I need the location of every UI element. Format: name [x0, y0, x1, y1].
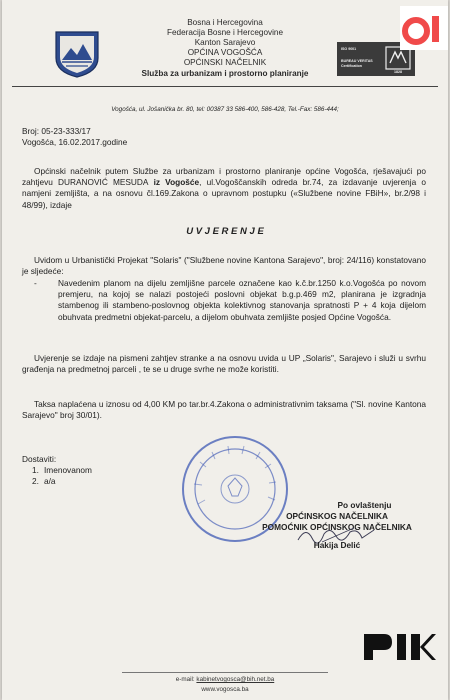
- corner-logo: [400, 6, 448, 50]
- dostaviti-item-text: Imenovanom: [44, 465, 92, 475]
- header-federation: Federacija Bosne i Hercegovine: [166, 28, 284, 37]
- header-department: Služba za urbanizam i prostorno planiranje: [141, 69, 309, 78]
- footer-email-label: e-mail:: [175, 676, 197, 683]
- badge-line1: BUREAU VERITAS: [341, 59, 373, 63]
- list-item: [22, 278, 426, 323]
- badge-line2: Certification: [341, 64, 362, 68]
- body-paragraph-2: Uvjerenje se izdaje na pismeni zahtjev stranke a na osnovu uvida u UP „Solaris", Sarajevo i služi u svrhu građenja na predmetnoj parceli , te se u druge svrhe ne može koristiti.: [22, 353, 426, 375]
- signature-title-2: POMOĆNIK OPĆINSKOG NAČELNIKA: [262, 522, 412, 533]
- brand-logo-icon: [400, 6, 448, 50]
- footer-rule: [122, 672, 328, 673]
- document-title: U V J E R E N J E: [186, 226, 264, 237]
- header-address: Vogošća, ul. Jošanička br. 80, tel: 00387 33 586-400, 586-428, Tel.-Fax: 586-444;: [111, 106, 339, 113]
- header-office: OPĆINSKI NAČELNIK: [183, 58, 267, 67]
- reference-number: Broj: 05-23-333/17: [22, 126, 91, 136]
- body-paragraph-3: Taksa naplaćena u iznosu od 4,00 KM po tar.br.4.Zakona o administrativnim taksama ("Sl. novine Kantona Sarajevo" broj 30/01).: [22, 399, 426, 421]
- footer-email-link[interactable]: kabinetvogosca@bih.net.ba: [196, 676, 275, 683]
- header-canton: Kanton Sarajevo: [194, 38, 256, 47]
- signature-authority: Po ovlaštenju: [337, 500, 392, 510]
- dostaviti-list: [32, 465, 92, 487]
- body-paragraph-1: Uvidom u Urbanistički Projekat "Solaris" ("Službene novine Kantona Sarajevo", broj: 24/116) konstatovano je sljedeće:: [22, 255, 426, 277]
- header-rule: [12, 86, 438, 87]
- badge-year: 1828: [394, 70, 402, 74]
- applicant-place: iz Vogošće: [148, 177, 200, 188]
- signatory-name: Hakija Delić: [313, 539, 361, 550]
- bullet-mark: -: [34, 278, 37, 288]
- dostaviti-item-text: a/a: [44, 476, 56, 487]
- header-municipality: OPĆINA VOGOŠĆA: [187, 48, 263, 57]
- reference-date: Vogošća, 16.02.2017.godine: [22, 137, 128, 147]
- footer-email-line: [2, 676, 448, 683]
- bullet-text: Navedenim planom na dijelu zemljišne parcele označene kao k.č.br.1250 k.o.Vogošća po novom premjeru, na kojoj se nalazi postojeći poslovni objekat b.g.p.469 m2, planirana je izgradnja stambenog ili stambeno-poslovnog objekta kolektivnog stanovanja spratnosti P + 4 koja dijelom obuhvata predmetni objekat-parcelu, a dijelom obuhvata zemljište posjed Općine Vogošća.: [58, 278, 426, 322]
- pik-logo-icon: [362, 630, 437, 662]
- body-bullet-list: [22, 278, 426, 323]
- footer-web-line: [2, 686, 448, 693]
- intro-paragraph: [22, 166, 426, 211]
- intro-text-1: Općinski načelnik putem Službe za urbanizam i prostorno planiranje općine Vogošća, rješavajući po zahtjevu: [22, 166, 426, 188]
- document-page: [2, 0, 448, 700]
- footer-web-link[interactable]: www.vogosca.ba: [201, 686, 249, 693]
- intro-text-2: , ul.Vogoščanskih odreda br.74, za izdavanje uvjerenja o namjeni zemljišta, a na osnovu čl.169.Zakona o upravnom postupku («Službene novine FBiH», br.2/98 i 48/99), izdaje: [22, 177, 426, 210]
- badge-top: ISO 9001: [341, 47, 357, 51]
- signature-title-1: OPĆINSKOG NAČELNIKA: [286, 511, 388, 522]
- dostaviti-label: Dostaviti:: [22, 454, 57, 464]
- header-country: Bosna i Hercegovina: [187, 18, 263, 27]
- dostaviti-item-number: 1.: [32, 465, 39, 475]
- applicant-name: DURANOVIĆ MESUDA: [58, 177, 149, 188]
- signature-block: [237, 500, 437, 551]
- list-item: [32, 465, 92, 476]
- dostaviti-item-number: 2.: [32, 476, 39, 487]
- list-item: [32, 476, 92, 487]
